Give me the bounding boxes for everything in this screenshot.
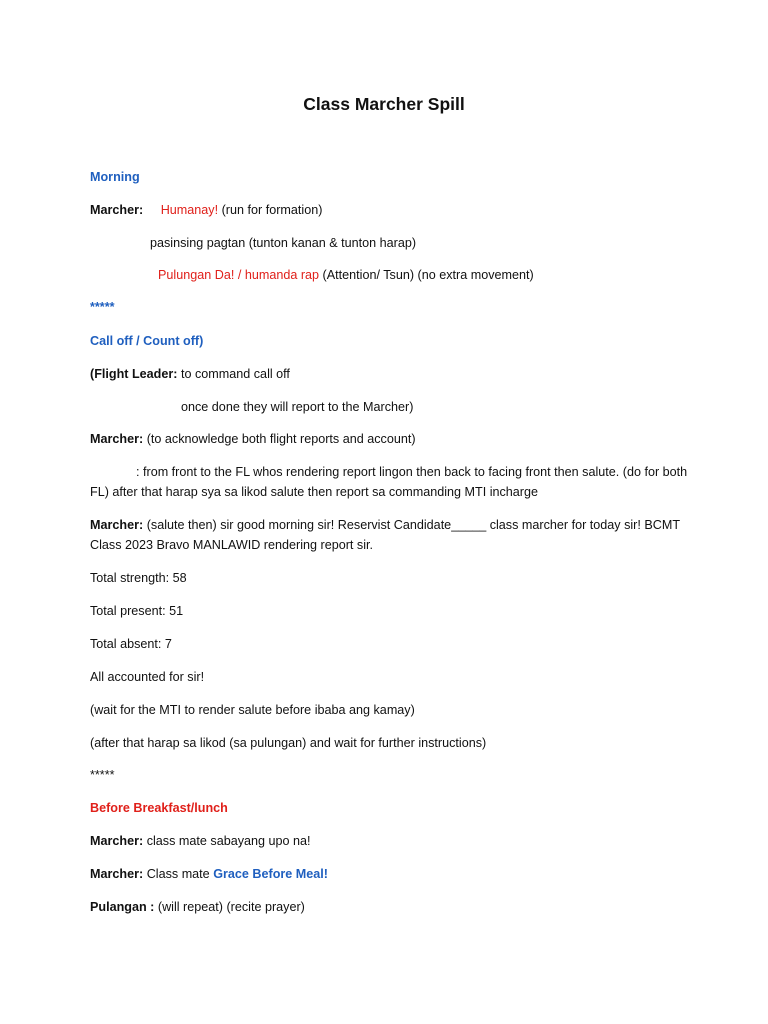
total-strength: Total strength: 58 — [90, 571, 187, 585]
separator: ***** — [90, 300, 115, 314]
marcher-label: Marcher: — [90, 203, 144, 217]
pulangan-line — [90, 897, 305, 917]
document-title: Class Marcher Spill — [303, 94, 465, 114]
flight-leader-text: to command call off — [180, 367, 290, 381]
total-absent: Total absent: 7 — [90, 637, 172, 651]
separator: ***** — [90, 768, 115, 782]
flight-leader-label: (Flight Leader: — [90, 367, 178, 381]
total-present: Total present: 51 — [90, 604, 184, 618]
marcher-label: Marcher: — [90, 834, 144, 848]
marcher-report-text: (salute then) sir good morning sir! Reservist Candidate_____ class marcher for today sir! BCMT Class 2023 Bravo MANLAWID rendering report sir. — [90, 518, 680, 552]
wait-line: (wait for the MTI to render salute before ibaba ang kamay) — [90, 703, 415, 717]
from-front-paragraph: : from front to the FL whos rendering report lingon then back to facing front then salute. (do for both FL) after that harap sya sa likod salute then report sa commanding MTI incharge — [90, 465, 688, 499]
marcher-label: Marcher: — [90, 518, 144, 532]
marcher-report-paragraph — [90, 515, 690, 555]
pasinsing-line: pasinsing pagtan (tunton kanan & tunton harap) — [150, 236, 417, 250]
marcher-label: Marcher: — [90, 432, 144, 446]
pulangan-text: (will repeat) (recite prayer) — [157, 900, 305, 914]
pulungan-line — [158, 265, 534, 285]
accounted-line: All accounted for sir! — [90, 670, 205, 684]
marcher-grace-line — [90, 864, 328, 884]
marcher-upo-text: class mate sabayang upo na! — [146, 834, 311, 848]
calloff-heading: Call off / Count off) — [90, 334, 204, 348]
humanay-note: (run for formation) — [221, 203, 323, 217]
breakfast-heading: Before Breakfast/lunch — [90, 801, 228, 815]
humanay-command: Humanay! — [160, 203, 219, 217]
marcher-humanay-line — [90, 200, 322, 220]
morning-heading: Morning — [90, 170, 140, 184]
pulungan-command: Pulungan Da! / humanda rap — [158, 268, 320, 282]
marcher-acknowledge-text: (to acknowledge both flight reports and account) — [146, 432, 416, 446]
marcher-upo-line — [90, 831, 311, 851]
once-done-line: once done they will report to the Marcher) — [181, 400, 414, 414]
marcher-grace-text: Class mate — [146, 867, 210, 881]
marcher-label: Marcher: — [90, 867, 144, 881]
marcher-acknowledge-line — [90, 429, 416, 449]
flight-leader-line — [90, 364, 290, 384]
pulangan-label: Pulangan : — [90, 900, 155, 914]
pulungan-note: (Attention/ Tsun) (no extra movement) — [322, 268, 534, 282]
grace-command: Grace Before Meal! — [213, 867, 328, 881]
after-line: (after that harap sa likod (sa pulungan) and wait for further instructions) — [90, 736, 487, 750]
